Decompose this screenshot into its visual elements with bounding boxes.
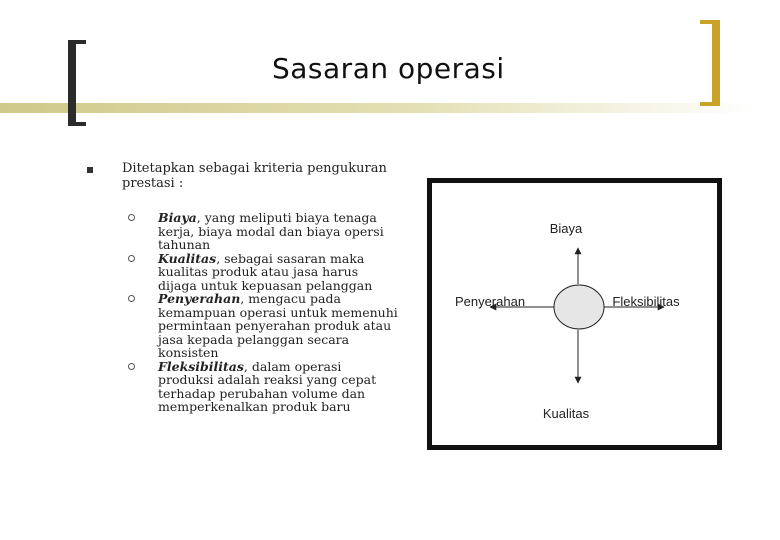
item-text: , mengacu pada kemampuan operasi untuk memenuhi permintaan penyerahan produk atau jasa kepada pelanggan secara konsisten xyxy=(158,291,398,360)
item-text: , dalam operasi produksi adalah reaksi yang cepat terhadap perubahan volume dan memperkenalkan produk baru xyxy=(158,358,377,414)
item-text: , yang meliputi biaya tenaga kerja, biaya modal dan biaya opersi tahunan xyxy=(158,210,384,252)
item-term: Kualitas xyxy=(158,250,217,266)
label-biaya: Biaya xyxy=(549,221,583,236)
label-penyerahan: Penyerahan xyxy=(454,294,526,309)
label-fleksibilitas: Fleksibilitas xyxy=(612,294,680,309)
item-term: Fleksibilitas xyxy=(158,358,244,374)
label-kualitas: Kualitas xyxy=(542,406,590,421)
center-node xyxy=(554,285,604,329)
item-term: Biaya xyxy=(158,210,197,225)
intro-text: Ditetapkan sebagai kriteria pengukuran prestasi : xyxy=(122,161,387,191)
page-title: Sasaran operasi xyxy=(272,52,505,85)
item-text: , sebagai sasaran maka kualitas produk atau jasa harus dijaga untuk kepuasan pelanggan xyxy=(158,250,373,293)
item-term: Penyerahan xyxy=(158,291,241,306)
